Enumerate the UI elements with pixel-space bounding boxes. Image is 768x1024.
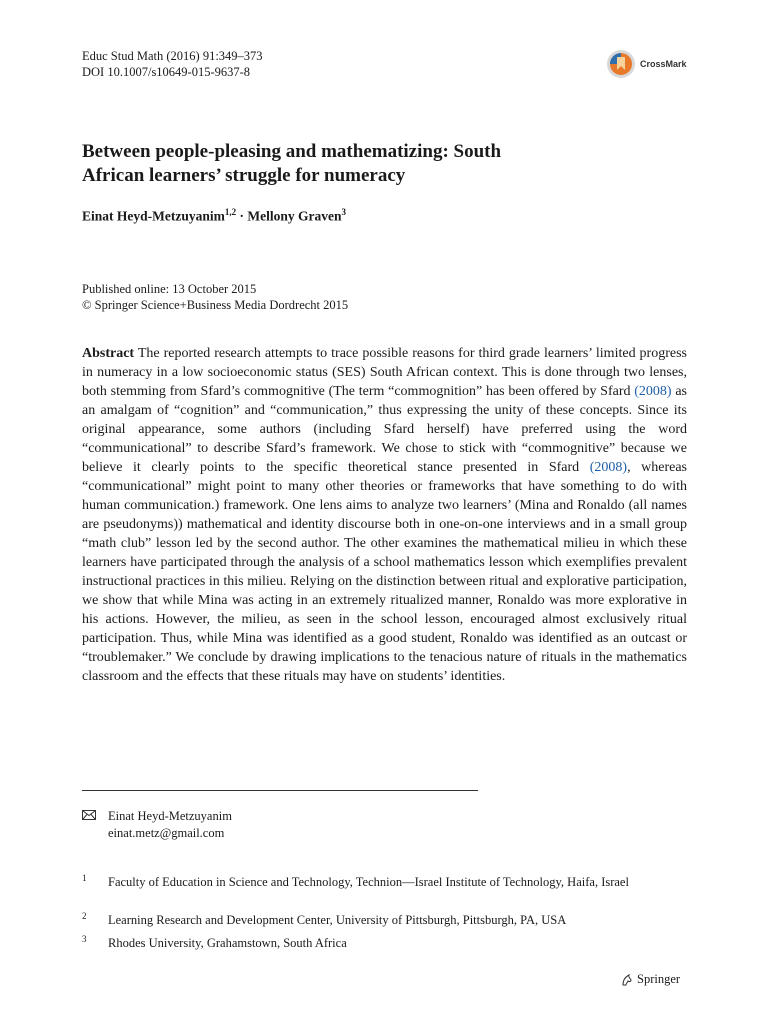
author-separator: · bbox=[236, 208, 248, 224]
affiliation-number: 2 bbox=[82, 911, 87, 921]
article-title bbox=[82, 140, 642, 188]
crossmark-label: CrossMark bbox=[640, 59, 687, 69]
affiliation-number: 1 bbox=[82, 873, 87, 883]
crossmark-badge[interactable] bbox=[606, 49, 687, 79]
envelope-icon bbox=[82, 810, 96, 820]
doi[interactable]: DOI 10.1007/s10649-015-9637-8 bbox=[82, 65, 251, 79]
abstract-text-2: as an amalgam of “cognition” and “communication,” thus expressing the unity of these concepts. Since its original appearance, some authors (including Sfard herself) have preferred using the word “communicational” to describe Sfard’s framework. We chose to stick with “commognitive” because we believe it clearly points to the specific theoretical stance presented in Sfard bbox=[82, 384, 687, 475]
journal-volume: Educ Stud Math (2016) 91:349–373 bbox=[82, 49, 263, 63]
abstract-label: Abstract bbox=[82, 346, 135, 361]
publisher-name: Springer bbox=[637, 972, 681, 986]
affiliation-text: Faculty of Education in Science and Technology, Technion—Israel Institute of Technology, Haifa, Israel bbox=[108, 875, 629, 889]
affiliation-2 bbox=[82, 912, 687, 928]
abstract bbox=[82, 344, 687, 686]
corresponding-author bbox=[82, 808, 232, 842]
publisher-logo bbox=[620, 972, 680, 987]
affiliation-3 bbox=[82, 935, 687, 951]
citation-link[interactable]: (2008) bbox=[634, 384, 672, 399]
affiliation-1 bbox=[82, 874, 687, 890]
journal-citation bbox=[82, 48, 263, 80]
footnote-divider bbox=[82, 790, 478, 791]
title-line-1: Between people-pleasing and mathematizing: South bbox=[82, 141, 502, 162]
springer-horse-icon bbox=[620, 973, 634, 987]
contact-name: Einat Heyd-Metzuyanim bbox=[108, 809, 232, 823]
contact-email[interactable]: einat.metz@gmail.com bbox=[108, 826, 225, 840]
affiliation-text: Rhodes University, Grahamstown, South Africa bbox=[108, 936, 347, 950]
author-1-affiliations: 1,2 bbox=[224, 207, 237, 217]
abstract-text-1: The reported research attempts to trace possible reasons for third grade learners’ limited progress in numeracy in a low socioeconomic status (SES) South African context. This is done through two lenses, both stemming from Sfard’s commognitive (The term “commognition” has been offered by Sfard bbox=[82, 346, 687, 399]
publication-info bbox=[82, 281, 348, 313]
published-date: Published online: 13 October 2015 bbox=[82, 282, 257, 296]
author-2[interactable]: Mellony Graven bbox=[247, 208, 342, 224]
author-2-affiliations: 3 bbox=[341, 207, 347, 217]
affiliation-text: Learning Research and Development Center, University of Pittsburgh, Pittsburgh, PA, USA bbox=[108, 913, 567, 927]
citation-link[interactable]: (2008) bbox=[589, 460, 628, 475]
title-line-2: African learners’ struggle for numeracy bbox=[82, 165, 406, 186]
affiliation-number: 3 bbox=[82, 934, 87, 944]
copyright: © Springer Science+Business Media Dordrecht 2015 bbox=[82, 298, 349, 312]
author-1[interactable]: Einat Heyd-Metzuyanim bbox=[82, 208, 225, 224]
author-list bbox=[82, 207, 346, 225]
crossmark-icon bbox=[606, 49, 636, 79]
abstract-text-3: , whereas “communicational” might point to many other theories or frameworks that have something to do with human communication.) framework. One lens aims to analyze two learners’ (Mina and Ronaldo (all names are pseudonyms)) mathematical and identity discourse both in one-on-one interviews and in a small group “math club” lesson led by the second author. The other examines the mathematical milieu in which these learners have participated through the analysis of a school mathematics lesson which exemplifies prevalent instructional practices in this milieu. Relying on the distinction between ritual and explorative participation, we show that while Mina was acting in an extremely ritualized manner, Ronaldo was more explorative in his actions. However, the milieu, as seen in the school lesson, encouraged almost exclusively ritual participation. Thus, while Mina was identified as a good student, Ronaldo was identified as an outcast or “troublemaker.” We conclude by drawing implications to the tenacious nature of rituals in the mathematics classroom and the effects that these rituals may have on students’ identities. bbox=[82, 460, 687, 684]
